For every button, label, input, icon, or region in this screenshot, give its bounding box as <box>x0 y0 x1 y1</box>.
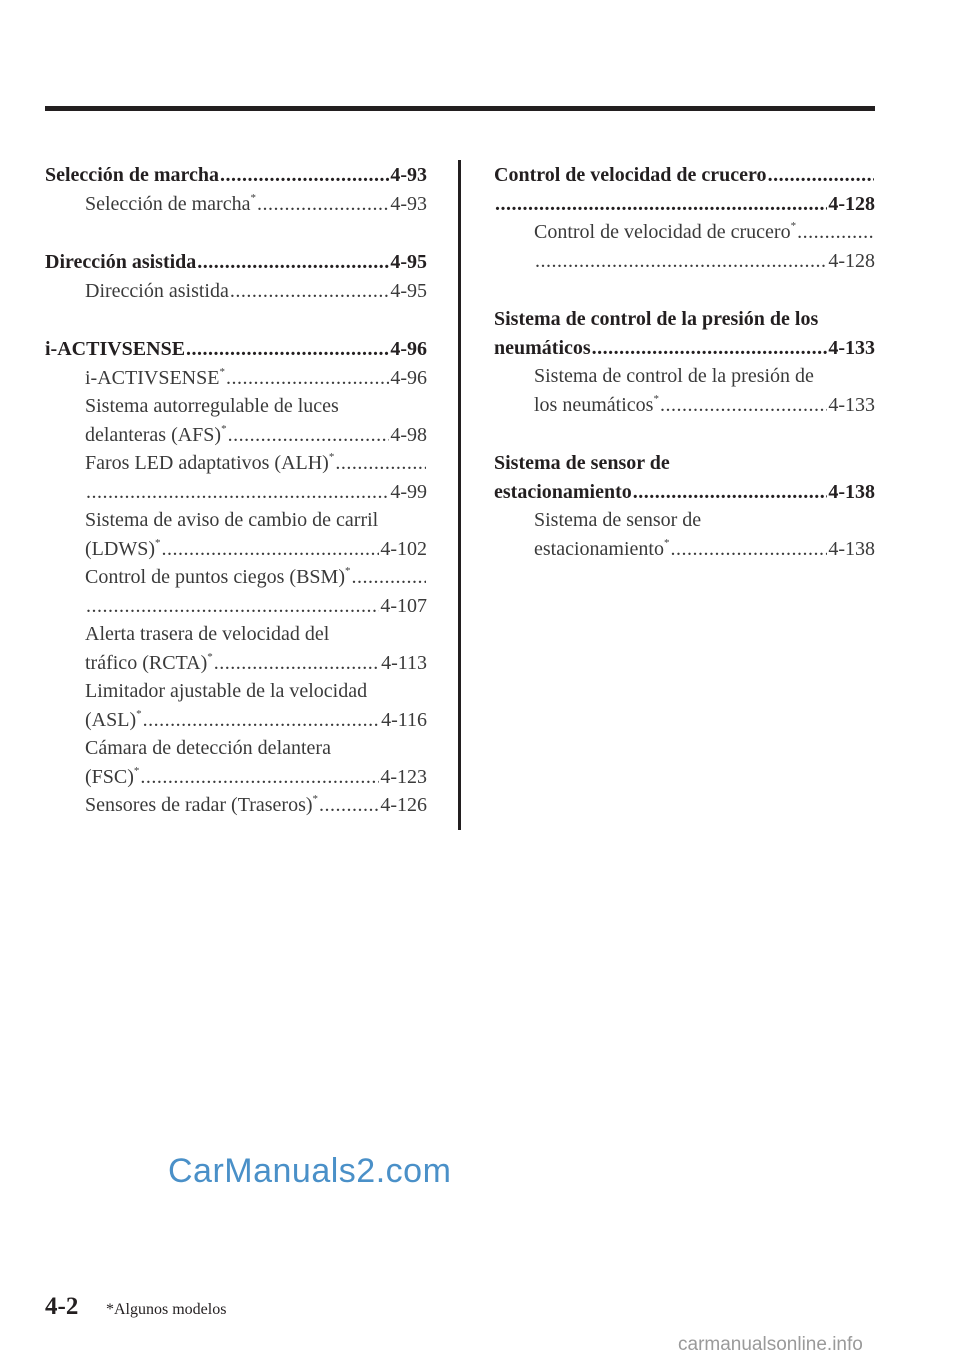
toc-entry-sensor[interactable]: estacionamiento* ..... 4-138 <box>494 535 875 564</box>
toc-entry-asl[interactable]: (ASL)* ..... 4-116 <box>45 706 427 735</box>
page-number: 4-2 <box>45 1293 79 1320</box>
toc-heading-sensor[interactable]: estacionamiento ..... 4-138 <box>494 478 875 507</box>
toc-entry-crucero[interactable]: Control de velocidad de crucero* ..... <box>494 218 875 247</box>
asterisk-mark: * <box>663 536 670 549</box>
toc-entry-afs[interactable]: delanteras (AFS)* ..... 4-98 <box>45 421 427 450</box>
toc-entry-alh[interactable]: Faros LED adaptativos (ALH)* ..... <box>45 449 427 478</box>
toc-heading-crucero-page[interactable]: ..... 4-128 <box>494 190 875 219</box>
toc-heading-sensor-line1[interactable]: Sistema de sensor de <box>494 452 670 474</box>
asterisk-mark: * <box>133 764 140 777</box>
toc-heading-presion[interactable]: neumáticos ..... 4-133 <box>494 334 875 363</box>
toc-heading-direccion-asistida[interactable]: Dirección asistida ..... 4-95 <box>45 248 427 277</box>
toc-entry-fsc[interactable]: (FSC)* ..... 4-123 <box>45 763 427 792</box>
asterisk-mark: * <box>345 565 351 577</box>
asterisk-mark: * <box>328 451 335 463</box>
toc-entry-bsm[interactable]: Control de puntos ciegos (BSM)* ..... <box>45 563 427 592</box>
toc-entry-rcta[interactable]: tráfico (RCTA)* ..... 4-113 <box>45 649 427 678</box>
toc-entry-radar-traseros[interactable]: Sensores de radar (Traseros)* ..... 4-126 <box>45 791 427 820</box>
asterisk-mark: * <box>790 220 797 232</box>
toc-entry-ldws[interactable]: (LDWS)* ..... 4-102 <box>45 535 427 564</box>
asterisk-mark: * <box>653 392 659 405</box>
toc-heading-seleccion-marcha[interactable]: Selección de marcha ..... 4-93 <box>45 161 427 190</box>
column-divider <box>458 160 461 830</box>
toc-entry-bsm-page[interactable]: ..... 4-107 <box>45 592 427 621</box>
toc-section <box>494 449 875 563</box>
toc-heading-i-activsense[interactable]: i-ACTIVSENSE ..... 4-96 <box>45 335 427 364</box>
toc-section <box>494 305 875 419</box>
toc-section <box>45 161 427 218</box>
toc-entry-alh-page[interactable]: ..... 4-99 <box>45 478 427 507</box>
toc-entry-rcta-line1[interactable]: Alerta trasera de velocidad del <box>85 623 330 645</box>
toc-entry-crucero-page[interactable]: ..... 4-128 <box>494 247 875 276</box>
toc-section <box>45 248 427 305</box>
asterisk-mark: * <box>207 650 213 663</box>
toc-right-column <box>494 161 875 593</box>
top-rule <box>45 106 875 111</box>
toc-entry-direccion-asistida[interactable]: Dirección asistida ..... 4-95 <box>45 277 427 306</box>
toc-entry-asl-line1[interactable]: Limitador ajustable de la velocidad <box>85 680 368 702</box>
watermark-logo: CarManuals2.com <box>168 1152 452 1190</box>
asterisk-mark: * <box>221 422 227 435</box>
asterisk-mark: * <box>250 191 256 204</box>
toc-heading-crucero-line1[interactable]: Control de velocidad de crucero ..... <box>494 161 875 190</box>
toc-entry-afs-line1[interactable]: Sistema autorregulable de luces <box>85 395 339 417</box>
toc-entry-sensor-line1[interactable]: Sistema de sensor de <box>534 509 702 531</box>
asterisk-mark: * <box>154 536 161 549</box>
footnote: *Algunos modelos <box>106 1301 227 1318</box>
toc-entry-presion[interactable]: los neumáticos* ..... 4-133 <box>494 391 875 420</box>
toc-entry-fsc-line1[interactable]: Cámara de detección delantera <box>85 737 331 759</box>
toc-entry-presion-line1[interactable]: Sistema de control de la presión de <box>534 365 814 387</box>
toc-entry-seleccion-marcha[interactable]: Selección de marcha* ..... 4-93 <box>45 190 427 219</box>
asterisk-mark: * <box>219 365 225 378</box>
toc-heading-presion-line1[interactable]: Sistema de control de la presión de los <box>494 308 819 330</box>
toc-left-column <box>45 161 427 850</box>
toc-entry-ldws-line1[interactable]: Sistema de aviso de cambio de carril <box>85 509 379 531</box>
toc-section <box>45 335 427 820</box>
asterisk-mark: * <box>136 707 142 720</box>
asterisk-mark: * <box>312 793 319 805</box>
site-watermark: carmanualsonline.info <box>678 1334 863 1355</box>
toc-section <box>494 161 875 275</box>
toc-entry-i-activsense[interactable]: i-ACTIVSENSE* ..... 4-96 <box>45 364 427 393</box>
